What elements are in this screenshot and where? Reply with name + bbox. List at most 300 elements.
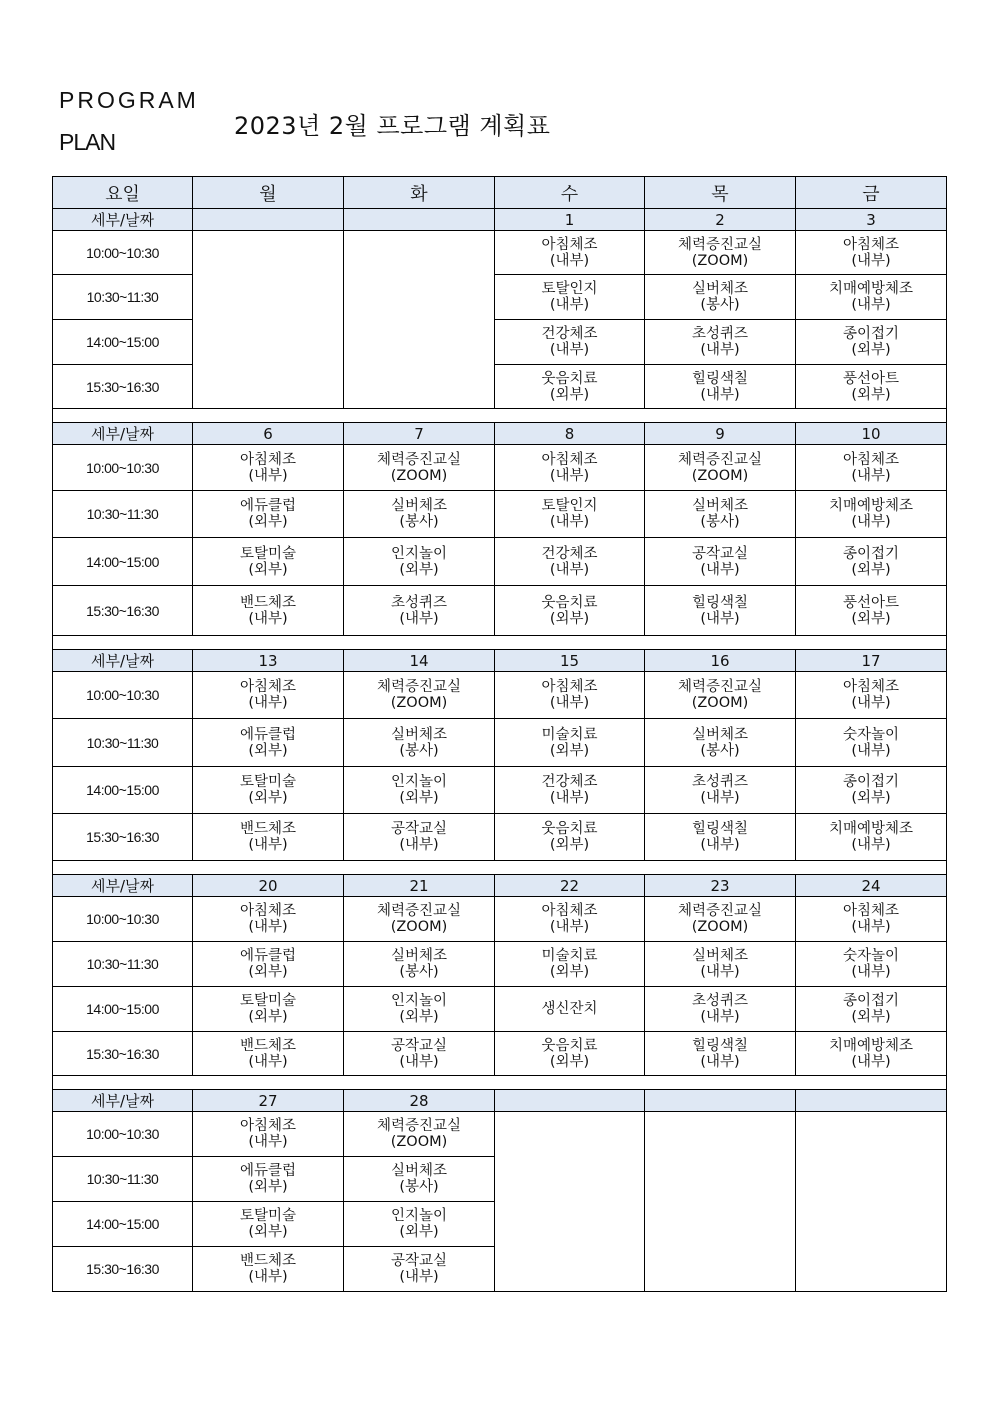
date-cell: 2	[645, 209, 796, 231]
program-location: (외부)	[549, 742, 590, 759]
time-slot-label: 10:30~11:30	[53, 1157, 193, 1202]
program-cell	[495, 445, 645, 491]
detail-date-label: 세부/날짜	[53, 1090, 193, 1112]
program-schedule-table	[52, 176, 947, 1292]
program-location: (외부)	[851, 386, 891, 403]
program-cell	[344, 672, 495, 719]
program-cell	[193, 1247, 344, 1292]
date-cell	[495, 1090, 645, 1112]
program-cell	[344, 1247, 495, 1292]
program-name: 공작교실	[390, 1253, 448, 1269]
program-cell	[193, 491, 344, 538]
program-name: 웃음치료	[541, 594, 598, 611]
week-separator	[53, 1076, 947, 1090]
week-separator-cell	[53, 1076, 947, 1090]
time-slot-row	[53, 897, 947, 942]
time-slot-row	[53, 1032, 947, 1076]
program-cell	[495, 767, 645, 814]
program-cell	[796, 320, 947, 365]
program-cell	[193, 672, 344, 719]
program-cell	[495, 586, 645, 636]
week-separator	[53, 636, 947, 650]
program-cell	[796, 987, 947, 1032]
time-slot-label: 10:30~11:30	[53, 275, 193, 320]
date-cell: 14	[344, 650, 495, 672]
program-name: 건강체조	[541, 774, 598, 790]
time-slot-row	[53, 767, 947, 814]
program-name: 체력증진교실	[376, 1118, 462, 1134]
program-location: (내부)	[549, 297, 590, 313]
program-name: 실버체조	[691, 948, 749, 964]
weekday-header-cell: 수	[495, 177, 645, 209]
program-cell	[645, 767, 796, 814]
week-separator-cell	[53, 636, 947, 650]
time-slot-label: 10:00~10:30	[53, 672, 193, 719]
program-location: (외부)	[851, 561, 891, 578]
program-location: (ZOOM)	[691, 252, 749, 269]
program-cell	[495, 365, 645, 409]
program-name: 아침체조	[541, 451, 598, 468]
program-location: (내부)	[549, 514, 590, 530]
program-location: (ZOOM)	[691, 467, 749, 484]
program-name: 아침체조	[842, 236, 900, 253]
program-cell	[344, 942, 495, 987]
program-name: 아침체조	[842, 451, 900, 468]
program-location: (봉사)	[399, 964, 439, 980]
program-location: (봉사)	[700, 742, 740, 759]
date-cell: 17	[796, 650, 947, 672]
program-location: (내부)	[700, 342, 740, 358]
program-location: (내부)	[700, 790, 740, 806]
program-cell	[344, 767, 495, 814]
date-cell: 20	[193, 875, 344, 897]
program-cell	[344, 491, 495, 538]
time-slot-row	[53, 942, 947, 987]
program-cell	[645, 672, 796, 719]
date-cell: 27	[193, 1090, 344, 1112]
program-name: 미술치료	[541, 948, 598, 964]
date-cell: 7	[344, 423, 495, 445]
date-cell	[193, 209, 344, 231]
program-cell	[495, 1032, 645, 1076]
program-name: 토탈인지	[541, 498, 598, 514]
program-location: (내부)	[700, 837, 740, 853]
program-name: 에듀클럽	[239, 726, 297, 743]
program-location: (내부)	[700, 610, 740, 627]
program-name: 에듀클럽	[239, 1163, 297, 1179]
program-location: (내부)	[399, 837, 439, 853]
program-name: 토탈미술	[239, 993, 297, 1009]
detail-date-label: 세부/날짜	[53, 650, 193, 672]
program-name: 초성퀴즈	[691, 326, 749, 342]
page-title: 2023년 2월 프로그램 계획표	[234, 112, 551, 140]
program-name: 토탈미술	[239, 774, 297, 790]
program-cell	[645, 719, 796, 767]
program-cell	[645, 897, 796, 942]
time-slot-label: 10:30~11:30	[53, 719, 193, 767]
program-cell	[193, 767, 344, 814]
program-location: (외부)	[248, 514, 288, 530]
program-cell	[796, 814, 947, 861]
program-location: (내부)	[851, 1053, 891, 1070]
program-location: (외부)	[549, 964, 590, 980]
program-location: (내부)	[248, 1134, 288, 1150]
program-cell	[645, 814, 796, 861]
program-name: 공작교실	[691, 545, 749, 562]
program-cell	[495, 719, 645, 767]
time-slot-label: 14:00~15:00	[53, 538, 193, 586]
program-location: (외부)	[549, 610, 590, 627]
program-name: 힐링색칠	[691, 370, 749, 387]
program-name: 체력증진교실	[677, 903, 763, 919]
program-name: 밴드체조	[239, 821, 297, 837]
program-cell	[796, 767, 947, 814]
date-cell: 15	[495, 650, 645, 672]
date-cell: 10	[796, 423, 947, 445]
program-location: (봉사)	[700, 297, 740, 313]
program-name: 실버체조	[691, 281, 749, 297]
program-cell	[796, 365, 947, 409]
time-slot-label: 14:00~15:00	[53, 1202, 193, 1247]
program-cell	[495, 987, 645, 1032]
program-name: 아침체조	[541, 236, 598, 253]
week-separator	[53, 409, 947, 423]
program-cell	[495, 672, 645, 719]
program-location: (내부)	[549, 695, 590, 711]
date-cell: 21	[344, 875, 495, 897]
program-cell	[645, 365, 796, 409]
program-name: 힐링색칠	[691, 821, 749, 837]
program-name: 초성퀴즈	[691, 993, 749, 1009]
empty-day-cell	[344, 231, 495, 409]
program-cell	[193, 586, 344, 636]
program-name: 인지놀이	[390, 774, 448, 790]
program-name: 숫자놀이	[842, 726, 900, 743]
program-cell	[344, 1112, 495, 1157]
program-cell	[495, 320, 645, 365]
program-cell	[344, 719, 495, 767]
program-cell	[645, 320, 796, 365]
program-name: 아침체조	[541, 679, 598, 695]
program-name: 체력증진교실	[376, 679, 462, 695]
program-cell	[645, 586, 796, 636]
program-name: 인지놀이	[390, 545, 448, 562]
program-location: (내부)	[549, 790, 590, 806]
program-location: (내부)	[700, 964, 740, 980]
program-cell	[495, 897, 645, 942]
program-location: (내부)	[851, 742, 891, 759]
week-separator-cell	[53, 861, 947, 875]
date-cell: 28	[344, 1090, 495, 1112]
program-name: 아침체조	[239, 903, 297, 919]
program-cell	[796, 445, 947, 491]
program-location: (내부)	[549, 252, 590, 269]
program-location: (내부)	[248, 610, 288, 627]
time-slot-label: 10:00~10:30	[53, 897, 193, 942]
weekday-header-cell: 월	[193, 177, 344, 209]
program-cell	[796, 491, 947, 538]
program-cell	[193, 1032, 344, 1076]
date-cell	[796, 1090, 947, 1112]
program-location: (외부)	[851, 342, 891, 358]
program-location: (내부)	[700, 561, 740, 578]
date-cell	[344, 209, 495, 231]
program-name: 실버체조	[390, 1163, 448, 1179]
program-cell	[645, 491, 796, 538]
program-location: (ZOOM)	[691, 695, 749, 711]
date-cell: 1	[495, 209, 645, 231]
program-name: 생신잔치	[541, 1001, 598, 1017]
date-row	[53, 1090, 947, 1112]
program-cell	[193, 719, 344, 767]
program-location: (내부)	[851, 919, 891, 935]
date-row	[53, 423, 947, 445]
date-cell: 9	[645, 423, 796, 445]
program-name: 토탈인지	[541, 281, 598, 297]
time-slot-row	[53, 1112, 947, 1157]
weekday-header-cell: 목	[645, 177, 796, 209]
program-name: 풍선아트	[842, 594, 900, 611]
program-cell	[796, 275, 947, 320]
program-name: 치매예방체조	[828, 1037, 914, 1054]
program-location: (내부)	[248, 467, 288, 484]
time-slot-row	[53, 365, 947, 409]
empty-day-cell	[193, 231, 344, 409]
program-location: (봉사)	[700, 514, 740, 530]
program-location: (내부)	[399, 1269, 439, 1285]
program-location: (ZOOM)	[390, 467, 448, 484]
program-cell	[193, 1202, 344, 1247]
program-name: 실버체조	[691, 498, 749, 514]
program-location: (내부)	[851, 467, 891, 484]
program-name: 아침체조	[842, 903, 900, 919]
program-location: (외부)	[851, 610, 891, 627]
program-name: 공작교실	[390, 1037, 448, 1054]
program-location: (외부)	[549, 386, 590, 403]
time-slot-row	[53, 275, 947, 320]
time-slot-row	[53, 719, 947, 767]
program-location: (내부)	[248, 1053, 288, 1070]
program-location: (내부)	[851, 695, 891, 711]
program-name: 종이접기	[842, 545, 900, 562]
program-name: 체력증진교실	[677, 236, 763, 253]
time-slot-label: 10:00~10:30	[53, 1112, 193, 1157]
program-cell	[193, 1157, 344, 1202]
program-name: 건강체조	[541, 326, 598, 342]
program-location: (외부)	[851, 790, 891, 806]
program-location: (내부)	[700, 1053, 740, 1070]
program-cell	[645, 231, 796, 275]
program-name: 실버체조	[390, 498, 448, 514]
time-slot-label: 14:00~15:00	[53, 767, 193, 814]
program-name: 풍선아트	[842, 370, 900, 387]
date-row	[53, 650, 947, 672]
program-cell	[344, 1202, 495, 1247]
program-cell	[193, 814, 344, 861]
program-name: 에듀클럽	[239, 498, 297, 514]
program-name: 종이접기	[842, 993, 900, 1009]
program-name: 인지놀이	[390, 1208, 448, 1224]
program-location: (내부)	[549, 561, 590, 578]
time-slot-row	[53, 320, 947, 365]
program-location: (내부)	[851, 252, 891, 269]
program-name: 웃음치료	[541, 370, 598, 387]
program-location: (내부)	[851, 514, 891, 530]
program-location: (내부)	[549, 342, 590, 358]
weekday-header-cell: 화	[344, 177, 495, 209]
date-cell: 23	[645, 875, 796, 897]
empty-day-cell	[645, 1112, 796, 1292]
program-location: (외부)	[549, 1053, 590, 1070]
program-cell	[495, 814, 645, 861]
empty-day-cell	[495, 1112, 645, 1292]
program-name: 치매예방체조	[828, 498, 914, 514]
program-cell	[645, 275, 796, 320]
program-location: (내부)	[248, 919, 288, 935]
program-cell	[796, 1032, 947, 1076]
program-location: (내부)	[851, 837, 891, 853]
program-cell	[495, 491, 645, 538]
program-cell	[344, 445, 495, 491]
time-slot-label: 15:30~16:30	[53, 814, 193, 861]
weekday-header-row	[53, 177, 947, 209]
date-row	[53, 209, 947, 231]
program-location: (외부)	[549, 837, 590, 853]
weekday-header-cell: 금	[796, 177, 947, 209]
date-cell: 22	[495, 875, 645, 897]
program-name: 치매예방체조	[828, 281, 914, 297]
program-name: 치매예방체조	[828, 821, 914, 837]
program-cell	[344, 586, 495, 636]
time-slot-label: 15:30~16:30	[53, 1032, 193, 1076]
program-name: 웃음치료	[541, 821, 598, 837]
program-name: 아침체조	[842, 679, 900, 695]
program-name: 숫자놀이	[842, 948, 900, 964]
program-name: 웃음치료	[541, 1037, 598, 1054]
program-location: (내부)	[851, 297, 891, 313]
detail-date-label: 세부/날짜	[53, 875, 193, 897]
program-cell	[344, 987, 495, 1032]
program-cell	[193, 942, 344, 987]
program-location: (외부)	[248, 742, 288, 759]
program-name: 종이접기	[842, 326, 900, 342]
time-slot-label: 10:00~10:30	[53, 231, 193, 275]
program-location: (내부)	[700, 1009, 740, 1025]
time-slot-row	[53, 445, 947, 491]
program-name: 실버체조	[390, 948, 448, 964]
time-slot-label: 10:30~11:30	[53, 942, 193, 987]
program-location: (내부)	[851, 964, 891, 980]
program-cell	[344, 1032, 495, 1076]
program-location: (ZOOM)	[390, 1134, 448, 1150]
program-cell	[344, 814, 495, 861]
program-cell	[495, 231, 645, 275]
program-cell	[796, 586, 947, 636]
time-slot-label: 10:00~10:30	[53, 445, 193, 491]
program-cell	[495, 538, 645, 586]
program-name: 힐링색칠	[691, 1037, 749, 1054]
date-cell: 13	[193, 650, 344, 672]
program-name: 체력증진교실	[376, 903, 462, 919]
program-location: (내부)	[248, 837, 288, 853]
date-cell: 8	[495, 423, 645, 445]
program-cell	[796, 672, 947, 719]
weekday-header-label: 요일	[53, 177, 193, 209]
program-name: 밴드체조	[239, 1253, 297, 1269]
program-location: (내부)	[549, 919, 590, 935]
time-slot-row	[53, 987, 947, 1032]
program-name: 밴드체조	[239, 1037, 297, 1054]
program-location: (외부)	[399, 790, 439, 806]
program-location: (외부)	[399, 561, 439, 578]
program-location: (외부)	[248, 964, 288, 980]
detail-date-label: 세부/날짜	[53, 423, 193, 445]
time-slot-label: 10:30~11:30	[53, 491, 193, 538]
program-name: 공작교실	[390, 821, 448, 837]
program-name: 에듀클럽	[239, 948, 297, 964]
program-cell	[796, 897, 947, 942]
week-separator	[53, 861, 947, 875]
program-name: 건강체조	[541, 545, 598, 562]
program-cell	[193, 897, 344, 942]
program-cell	[495, 942, 645, 987]
program-location: (외부)	[248, 1009, 288, 1025]
time-slot-row	[53, 814, 947, 861]
date-cell: 24	[796, 875, 947, 897]
program-cell	[796, 538, 947, 586]
program-name: 체력증진교실	[677, 451, 763, 468]
program-name: 아침체조	[541, 903, 598, 919]
program-location: (내부)	[248, 695, 288, 711]
program-cell	[645, 987, 796, 1032]
program-name: 아침체조	[239, 679, 297, 695]
time-slot-row	[53, 491, 947, 538]
program-location: (외부)	[248, 1224, 288, 1240]
date-cell: 3	[796, 209, 947, 231]
program-location: (봉사)	[399, 742, 439, 759]
program-name: 밴드체조	[239, 594, 297, 611]
program-cell	[645, 538, 796, 586]
program-location: (외부)	[248, 790, 288, 806]
program-name: 아침체조	[239, 451, 297, 468]
program-location: (내부)	[549, 467, 590, 484]
program-name: 실버체조	[691, 726, 749, 743]
program-cell	[193, 1112, 344, 1157]
program-location: (외부)	[399, 1224, 439, 1240]
time-slot-row	[53, 231, 947, 275]
time-slot-row	[53, 586, 947, 636]
time-slot-label: 14:00~15:00	[53, 987, 193, 1032]
time-slot-row	[53, 672, 947, 719]
program-cell	[344, 538, 495, 586]
program-location: (외부)	[248, 1179, 288, 1195]
program-cell	[796, 231, 947, 275]
program-location: (봉사)	[399, 1179, 439, 1195]
program-cell	[495, 275, 645, 320]
date-cell: 6	[193, 423, 344, 445]
program-cell	[645, 445, 796, 491]
program-name: 인지놀이	[390, 993, 448, 1009]
date-cell: 16	[645, 650, 796, 672]
program-name: 토탈미술	[239, 545, 297, 562]
program-cell	[796, 942, 947, 987]
program-name: 실버체조	[390, 726, 448, 743]
program-location: (ZOOM)	[390, 695, 448, 711]
program-location: (외부)	[399, 1009, 439, 1025]
program-name: 힐링색칠	[691, 594, 749, 611]
program-name: 아침체조	[239, 1118, 297, 1134]
program-name: 토탈미술	[239, 1208, 297, 1224]
